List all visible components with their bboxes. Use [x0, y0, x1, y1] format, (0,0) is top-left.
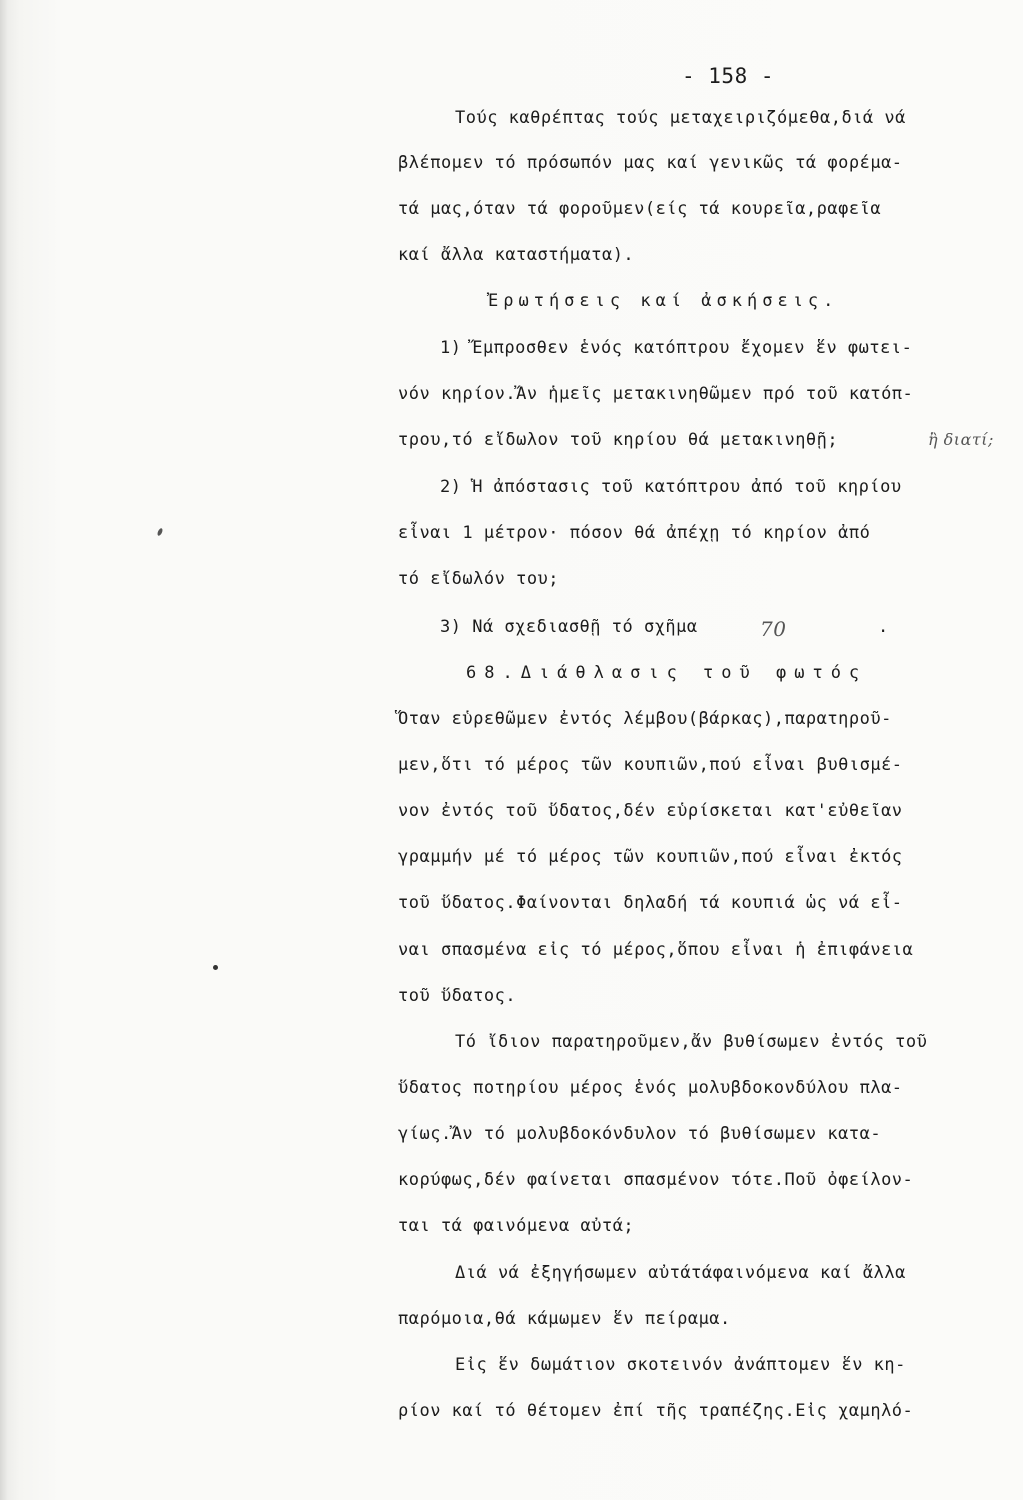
trailing-period: . [878, 617, 889, 637]
text-line-10: εἶναι 1 μέτρον· πόσον θά ἀπέχῃ τό κηρίον ἀπό [398, 523, 871, 543]
text-line-20: τοῦ ὕδατος. [398, 986, 517, 1006]
section-heading-questions: Ἐρωτήσεις καί ἀσκήσεις. [488, 291, 839, 311]
text-line-22: ὕδατος ποτηρίου μέρος ἑνός μολυβδοκονδύλου πλα- [398, 1078, 903, 1098]
page-left-edge [0, 0, 8, 1500]
text-line-23: γίως.Ἄν τό μολυβδοκόνδυλον τό βυθίσωμεν κατα- [398, 1124, 882, 1144]
text-line-24: κορύφως,δέν φαίνεται σπασμένον τότε.Ποῦ ὀφείλον- [398, 1170, 914, 1190]
handwritten-figure-number: 70 [760, 617, 787, 641]
handwritten-note: ἢ διατί; [928, 430, 994, 449]
text-line-21: Τό ἴδιον παρατηροῦμεν,ἄν βυθίσωμεν ἐντός τοῦ [455, 1032, 928, 1052]
text-line-26: Διά νά ἐξηγήσωμεν αὐτάτάφαινόμενα καί ἄλλα [455, 1263, 906, 1283]
text-line-15: μεν,ὅτι τό μέρος τῶν κουπιῶν,πού εἶναι βυθισμέ- [398, 755, 903, 775]
text-line-12: 3) Νά σχεδιασθῇ τό σχῆμα [440, 617, 698, 637]
margin-mark [156, 528, 163, 537]
text-line-17: γραμμήν μέ τό μέρος τῶν κουπιῶν,πού εἶναι ἐκτός [398, 847, 903, 867]
text-line-8: τρου,τό εἴδωλον τοῦ κηρίου θά μετακινηθῇ; [398, 430, 839, 450]
text-line-9: 2) Ἡ ἀπόστασις τοῦ κατόπτρου ἀπό τοῦ κηρίου [440, 477, 902, 497]
text-line-27: παρόμοια,θά κάμωμεν ἕν πείραμα. [398, 1309, 731, 1329]
text-line-3: τά μας,όταν τά φοροῦμεν(είς τά κουρεῖα,ραφεῖα [398, 199, 882, 219]
text-line-11: τό εἴδωλόν του; [398, 569, 560, 589]
section-heading-refraction: 68.Διάθλασις τοῦ φωτός [466, 663, 868, 683]
text-line-25: ται τά φαινόμενα αὐτά; [398, 1216, 635, 1236]
text-line-28: Εἰς ἕν δωμάτιον σκοτεινόν ἀνάπτομεν ἕν κη- [455, 1355, 906, 1375]
margin-dot [213, 965, 218, 970]
text-line-16: νον ἐντός τοῦ ὕδατος,δέν εὑρίσκεται κατ'εὐθεῖαν [398, 801, 903, 821]
text-line-14: Ὅταν εὑρεθῶμεν ἐντός λέμβου(βάρκας),παρατηροῦ- [398, 709, 892, 729]
text-line-4: καί ἄλλα καταστήματα). [398, 245, 635, 265]
text-line-18: τοῦ ὕδατος.Φαίνονται δηλαδή τά κουπιά ὡς νά εἶ- [398, 893, 903, 913]
text-line-2: βλέπομεν τό πρόσωπόν μας καί γενικῶς τά φορέμα- [398, 153, 903, 173]
page-number: - 158 - [682, 64, 775, 88]
text-line-29: ρίον καί τό θέτομεν ἐπί τῆς τραπέζης.Εἰς χαμηλό- [398, 1401, 914, 1421]
text-line-6: 1) Ἔμπροσθεν ἑνός κατόπτρου ἔχομεν ἕν φωτει- [440, 338, 913, 358]
text-line-7: νόν κηρίον.Ἄν ἡμεῖς μετακινηθῶμεν πρό τοῦ κατόπ- [398, 384, 914, 404]
text-line-1: Τούς καθρέπτας τούς μεταχειριζόμεθα,διά νά [455, 108, 906, 128]
text-line-19: ναι σπασμένα εἰς τό μέρος,ὅπου εἶναι ἡ ἐπιφάνεια [398, 940, 914, 960]
